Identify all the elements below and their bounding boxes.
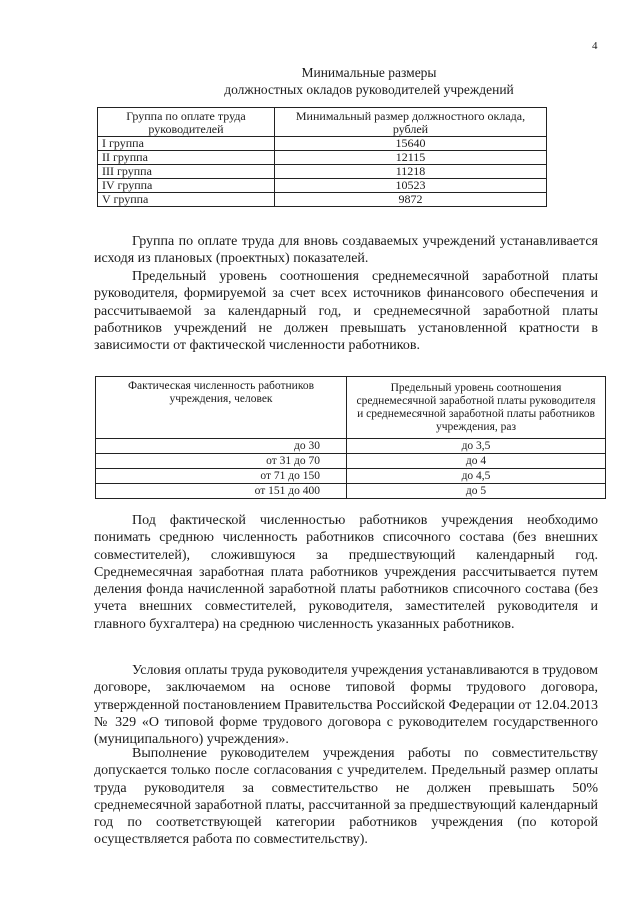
table-cell: до 3,5 [347,439,606,454]
table-cell: от 71 до 150 [96,469,347,484]
paragraph-5: Выполнение руководителем учреждения работы по совместительству допускается только после согласования с учредителем. Предельный размер оплаты труда руководителя за совместительство не должен превышать 50% среднемесячной заработной платы, рассчитанной за предшествующий календарный год по соответствующей категории работников учреждения (по которой осуществляется работа по совместительству). [94,746,598,848]
table-cell: до 4 [347,454,606,469]
title-line-1: Минимальные размеры [301,65,437,80]
table-row [98,165,547,179]
title-line-2: должностных окладов руководителей учреждений [224,82,514,97]
table-row [98,179,547,193]
paragraph-1: Группа по оплате труда для вновь создаваемых учреждений устанавливается исходя из плановых (проектных) показателей. [94,234,598,267]
paragraph-3: Под фактической численностью работников учреждения необходимо понимать среднюю численность работников списочного состава (без внешних совместителей), сложившуюся за предшествующий календарный год. Среднемесячная заработная плата работников учреждения рассчитывается путем деления фонда начисленной заработной платы работников списочного состава (без учета внешних совместителей, руководителя, заместителей руководителя и главного бухгалтера) на среднюю численность указанных работников. [94,513,598,632]
paragraph-4: Условия оплаты труда руководителя учреждения устанавливаются в трудовом договоре, заключаемом на основе типовой формы трудового договора, утвержденной постановлением Правительства Российской Федерации от 12.04.2013 № 329 «О типовой форме трудового договора с руководителем государственного (муниципального) учреждения». [94,663,598,748]
table-cell: V группа [98,193,275,207]
table-cell: до 30 [96,439,347,454]
table-cell: 11218 [275,165,547,179]
page-title [0,64,640,98]
table-cell: от 31 до 70 [96,454,347,469]
table-row [98,193,547,207]
table-header-cell: Минимальный размер должностного оклада, рублей [275,108,547,137]
table-row [96,484,606,499]
table-header-row [98,108,547,137]
table-header-row [96,377,606,439]
table-row [96,454,606,469]
page-number: 4 [592,40,598,52]
table-cell: II группа [98,151,275,165]
table-cell: I группа [98,137,275,151]
table-cell: до 5 [347,484,606,499]
table-row [98,137,547,151]
salary-table [97,107,547,207]
table-cell: IV группа [98,179,275,193]
table-header-cell: Предельный уровень соотношения среднемесячной заработной платы руководителя и среднемесячной заработной платы работников учреждения, раз [347,377,606,439]
table-cell: 15640 [275,137,547,151]
table-header-cell: Группа по оплате труда руководителей [98,108,275,137]
table-cell: III группа [98,165,275,179]
table-row [96,439,606,454]
table-row [96,469,606,484]
table-cell: 12115 [275,151,547,165]
table-cell: от 151 до 400 [96,484,347,499]
table-header-cell: Фактическая численность работников учреждения, человек [96,377,347,439]
paragraph-2: Предельный уровень соотношения среднемесячной заработной платы руководителя, формируемой за счет всех источников финансового обеспечения и рассчитываемой за календарный год, и среднемесячной заработной платы работников учреждений не должен превышать установленной кратности в зависимости от фактической численности работников. [94,269,598,354]
table-row [98,151,547,165]
table-cell: до 4,5 [347,469,606,484]
table-cell: 10523 [275,179,547,193]
ratio-table [95,376,606,499]
table-cell: 9872 [275,193,547,207]
